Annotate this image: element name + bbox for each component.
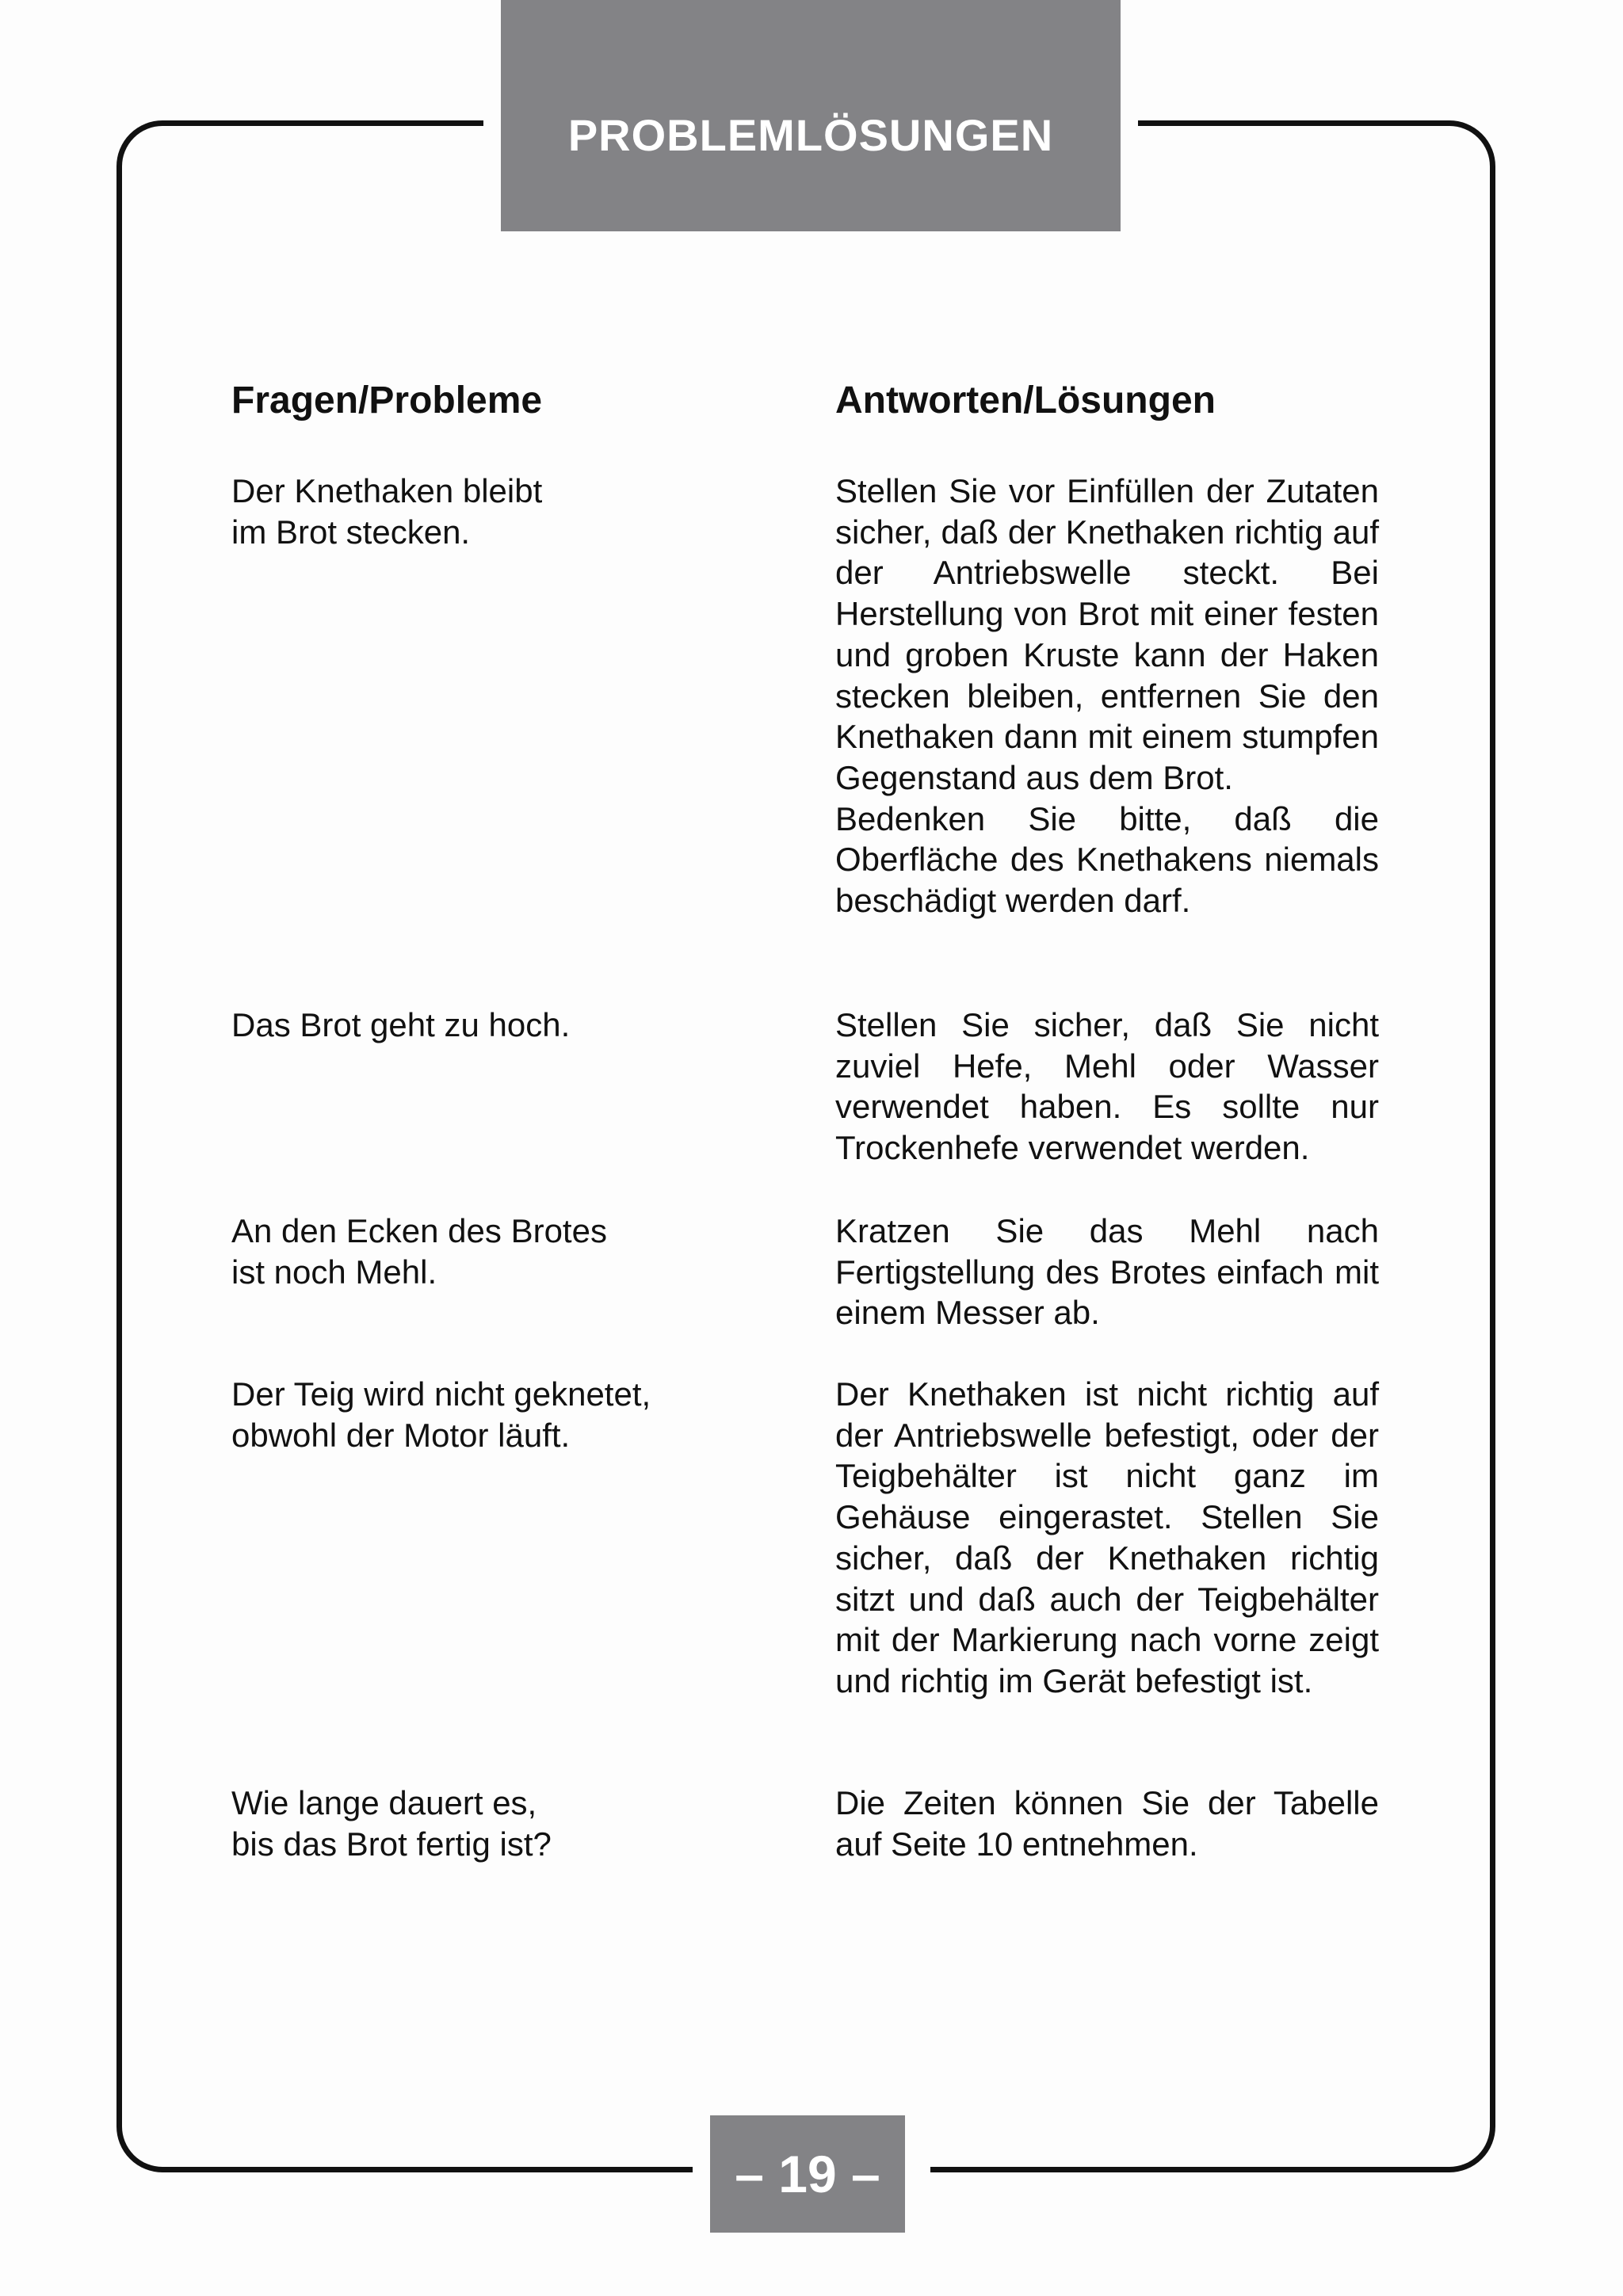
question-5: Wie lange dauert es, bis das Brot fertig ist? xyxy=(231,1784,552,1863)
question-1: Der Knethaken bleibt im Brot stecken. xyxy=(231,472,543,551)
answer-4-paragraph-1: Der Knethaken ist nicht richtig auf der Antriebswelle befestigt, oder der Teigbehälter ist nicht ganz im Gehäuse eingerastet. Stellen Sie sicher, daß der Knethaken richtig sitzt und daß auch der Teigbehälter mit der Markierung nach vorne zeigt und richtig im Gerät befestigt ist. xyxy=(835,1375,1379,1699)
answer-1 xyxy=(835,471,1379,921)
question-4: Der Teig wird nicht geknetet, obwohl der Motor läuft. xyxy=(231,1375,651,1454)
column-header-answers: Antworten/Lösungen xyxy=(835,379,1216,421)
answer-5-paragraph-1: Die Zeiten können Sie der Tabelle auf Seite 10 entnehmen. xyxy=(835,1784,1379,1863)
answer-1-paragraph-1: Stellen Sie vor Einfüllen der Zutaten sicher, daß der Knethaken richtig auf der Antriebswelle steckt. Bei Herstellung von Brot mit einer festen und groben Kruste kann der Haken stecken bleiben, entfernen Sie den Knethaken dann mit einem stumpfen Gegenstand aus dem Brot. xyxy=(835,472,1379,796)
answer-3 xyxy=(835,1211,1379,1333)
question-3: An den Ecken des Brotes ist noch Mehl. xyxy=(231,1212,607,1291)
page-title: PROBLEMLÖSUNGEN xyxy=(567,109,1054,160)
answer-5 xyxy=(835,1783,1379,1864)
answer-2-paragraph-1: Stellen Sie sicher, daß Sie nicht zuviel Hefe, Mehl oder Wasser verwendet haben. Es sollte nur Trockenhefe verwendet werden. xyxy=(835,1006,1379,1167)
answer-2 xyxy=(835,1005,1379,1169)
title-tab xyxy=(501,0,1121,231)
column-header-questions: Fragen/Probleme xyxy=(231,379,543,421)
question-2: Das Brot geht zu hoch. xyxy=(231,1006,571,1043)
answer-1-paragraph-2: Bedenken Sie bitte, daß die Oberfläche des Knethakens niemals beschädigt werden darf. xyxy=(835,799,1379,920)
page-number: – 19 – xyxy=(710,2115,905,2233)
answer-4 xyxy=(835,1374,1379,1702)
answer-3-paragraph-1: Kratzen Sie das Mehl nach Fertigstellung des Brotes einfach mit einem Messer ab. xyxy=(835,1212,1379,1332)
